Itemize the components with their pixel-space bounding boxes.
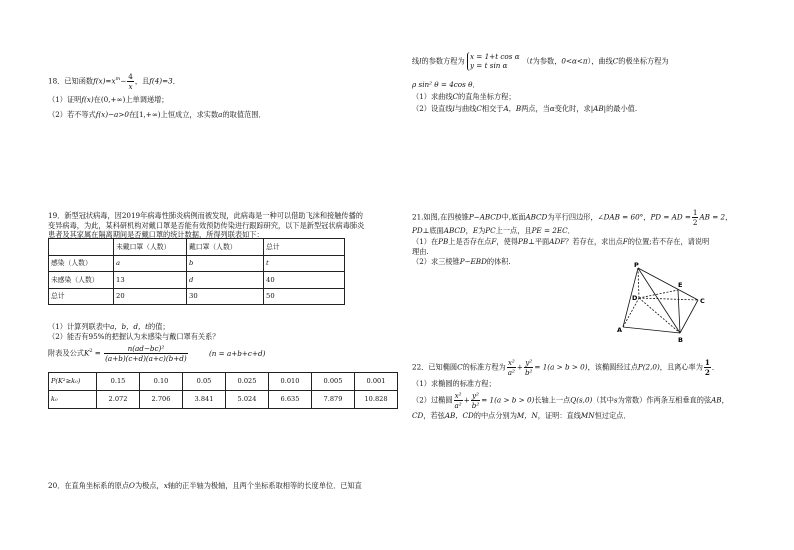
q22-part2: （2）过椭圆 $\frac{\text{x²}}{\text{a²}}$ + $\frac{\text{y²}}{\text{b²}}$ = 1(a > b > 0)长轴上一点Q(s,0)（其中s为常数）作两条互相垂直的弦AB，: [412, 391, 729, 410]
label-p: P: [634, 262, 639, 269]
q19-paragraph-line1: 19．新型冠状病毒，因2019年病毒性肺炎病例而被发现，此病毒是一种可以借助飞沫和接触传播的: [48, 211, 363, 220]
q20-line2: 线l的参数方程为 x = 1+t cos α y = t sin α （t为参数，0<α<π），曲线C的极坐标方程为: [412, 52, 669, 71]
edge-ad: [623, 298, 639, 327]
table-row: [49, 288, 345, 305]
q21-line2: PD⊥底面ABCD，E为PC上一点，且PE = 2EC．: [412, 226, 575, 235]
table-cell: 40: [264, 272, 345, 289]
table-cell: 未感染（人数）: [49, 272, 114, 289]
table-cell: 3.841: [183, 391, 226, 409]
edge-pc: [638, 268, 698, 300]
table-row: [49, 255, 345, 272]
table-cell: 13: [114, 272, 187, 289]
q18-part1: （1）证明f(x)在(0,+∞)上单调递增；: [48, 95, 169, 104]
q19-part2: （2）能否有95%的把握认为未感染与戴口罩有关系？: [48, 332, 220, 341]
table-row: [49, 391, 398, 409]
q20-part2: （2）设直线l与曲线C相交于A，B两点，当α变化时，求|AB|的最小值.: [412, 104, 638, 113]
chi-square-formula: 附表及公式$K^2$ = $\frac{\text{n(ad−bc)²}}{(a+b)(c+d)(a+c)(b+d)}$ (n = a+b+c+d): [48, 344, 266, 363]
q20-part1: （1）求曲线C的直角坐标方程；: [412, 92, 516, 101]
label-b: B: [678, 336, 683, 344]
table-cell: 0.010: [269, 373, 312, 391]
label-a: A: [617, 326, 623, 334]
table-cell: d: [187, 272, 264, 289]
pyramid-figure: [612, 262, 712, 346]
table-cell: 6.635: [269, 391, 312, 409]
edge-de: [639, 290, 678, 298]
q22-line1: 22．已知椭圆C的标准方程为 $\frac{\text{x²}}{\text{a²}}$ + $\frac{\text{y²}}{\text{b²}}$ = 1(a > b > 0)，该椭圆经过点P(2,0)，且离心率为 $\frac{1}{2}$ ．: [412, 358, 720, 377]
label-c: C: [700, 297, 705, 305]
edge-pb: [638, 268, 683, 333]
q18-line1: 18．已知函数$f(x)=x^m-$ $\frac{4}{x}$ ，且f(4)=3．: [48, 72, 180, 91]
q20-line3: ρ sin² θ = 4cos θ．: [412, 80, 480, 89]
table-cell: 感染（人数）: [49, 255, 114, 272]
table-cell: 0.15: [97, 373, 140, 391]
table-cell: t: [264, 255, 345, 272]
table-cell: 0.10: [140, 373, 183, 391]
table-cell: 0.005: [312, 373, 355, 391]
table-header: P(K²≥k₀): [49, 373, 97, 391]
table-cell: 0.05: [183, 373, 226, 391]
table-cell: 30: [187, 288, 264, 305]
q19-paragraph-line3: 患者及其家属在隔离期间是否戴口罩的统计数据，所得列联表如下：: [48, 230, 264, 239]
table-row: [49, 373, 398, 391]
q22-part1: （1）求椭圆的标准方程；: [412, 379, 496, 388]
label-d: D: [632, 294, 638, 302]
table-cell: 2.706: [140, 391, 183, 409]
contingency-table: [48, 238, 345, 305]
table-cell: a: [114, 255, 187, 272]
critical-value-table: [48, 372, 398, 409]
edge-bc: [680, 300, 698, 333]
table-cell: 2.072: [97, 391, 140, 409]
table-cell: 总计: [49, 288, 114, 305]
q19-part1: （1）计算列联表中a，b，d，t的值；: [48, 322, 170, 331]
q21-line1: 21.如图,在四棱锥P−ABCD中,底面ABCD为平行四边形，∠DAB = 60°，PD = AD = $\frac{1}{2}$ AB = 2，: [412, 208, 733, 227]
table-cell: 10.828: [355, 391, 398, 409]
table-header: 未戴口罩（人数）: [114, 239, 187, 256]
table-header: k₀: [49, 391, 97, 409]
table-cell: 5.024: [226, 391, 269, 409]
edge-db: [639, 298, 680, 333]
table-row: [49, 239, 345, 256]
table-cell: 0.025: [226, 373, 269, 391]
q21-part1-cont: 理由.: [412, 247, 429, 256]
q18-part2: （2）若不等式f(x)−a>0在[1,+∞)上恒成立，求实数a的取值范围．: [48, 110, 266, 119]
table-header: 总计: [264, 239, 345, 256]
q21-part2: （2）求三棱锥P−EBD的体积.: [412, 257, 511, 266]
table-cell: 7.879: [312, 391, 355, 409]
table-cell: 50: [264, 288, 345, 305]
edge-pd: [638, 268, 639, 298]
table-cell: [49, 239, 114, 256]
edge-ab: [623, 327, 680, 333]
q21-part1: （1）在PB上是否存在点F，使得PB⊥平面ADF？若存在，求出点F的位置;若不存在，请说明: [412, 237, 710, 246]
table-row: [49, 272, 345, 289]
label-e: E: [678, 281, 683, 289]
table-cell: b: [187, 255, 264, 272]
table-cell: 0.001: [355, 373, 398, 391]
q20-line1: 20．在直角坐标系的原点O为极点，x轴的正半轴为极轴，且两个坐标系取相等的长度单位．已知直: [48, 481, 362, 490]
table-cell: 20: [114, 288, 187, 305]
edge-eb: [678, 290, 680, 333]
table-header: 戴口罩（人数）: [187, 239, 264, 256]
edge-dc: [639, 298, 698, 300]
q22-part2-cont: CD，若弦AB，CD的中点分别为M，N，证明：直线MN恒过定点．: [412, 411, 631, 420]
q19-paragraph-line2: 变异病毒，为此，某科研机构对戴口罩是否能有效预防传染进行跟踪研究，以下是新型冠状病毒肺炎: [48, 221, 365, 230]
